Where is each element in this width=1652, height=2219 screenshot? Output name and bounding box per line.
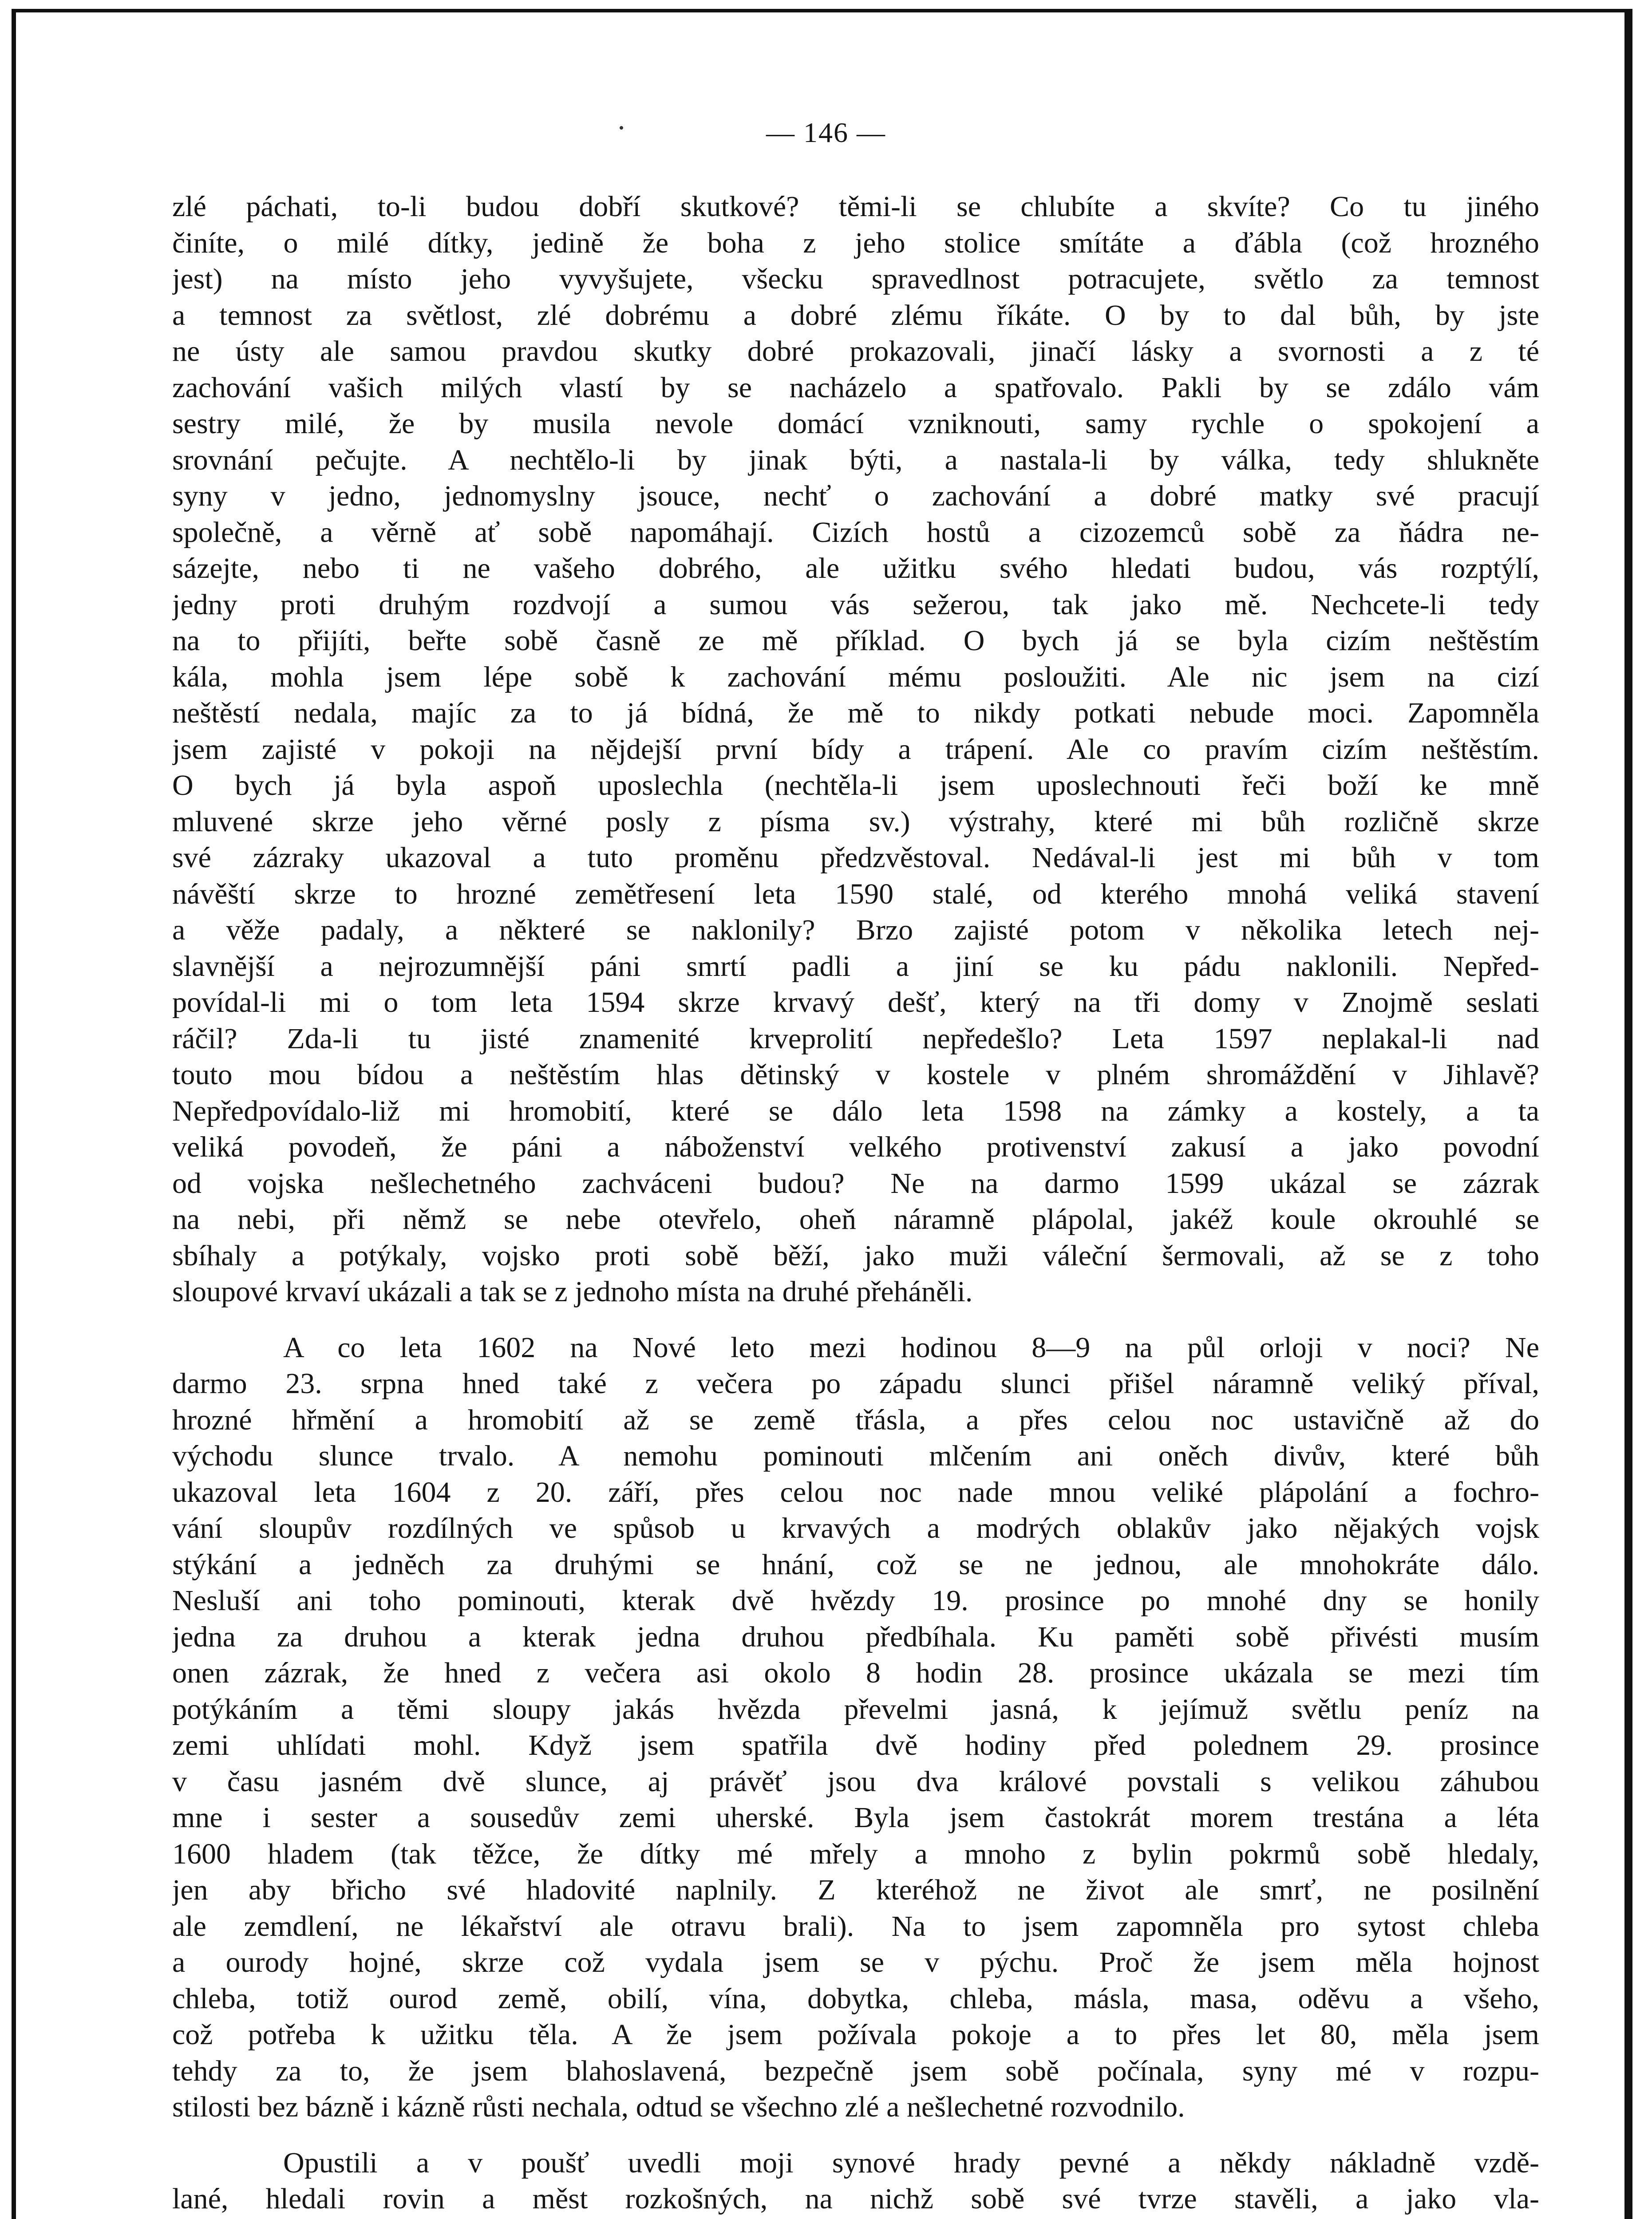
text-line: 1600 hladem (tak těžce, že dítky mé mřely a mnoho z bylin pokrmů sobě hledaly, <box>172 1837 1539 1870</box>
text-line: společně, a věrně ať sobě napomáhají. Cizích hostů a cizozemců sobě za ňádra ne- <box>172 516 1539 549</box>
text-line: neštěstí nedala, majíc za to já bídná, že mě to nikdy potkati nebude moci. Zapomněla <box>172 697 1539 729</box>
text-line: a ourody hojné, skrze což vydala jsem se v pýchu. Proč že jsem měla hojnost <box>172 1946 1539 1978</box>
text-line: mne i sester a sousedův zemi uherské. Byla jsem častokrát morem trestána a léta <box>172 1801 1539 1834</box>
text-line: jedny proti druhým rozdvojí a sumou vás sežerou, tak jako mě. Nechcete-li tedy <box>172 588 1539 621</box>
text-line: Opustili a v poušť uvedli moji synové hrady pevné a někdy nákladně vzdě- <box>283 2146 1539 2179</box>
text-line: povídal-li mi o tom leta 1594 skrze krvavý dešť, který na tři domy v Znojmě seslati <box>172 986 1539 1019</box>
text-line: ráčil? Zda-li tu jisté znamenité krveprolití nepředešlo? Leta 1597 neplakal-li nad <box>172 1022 1539 1055</box>
text-line: ukazoval leta 1604 z 20. září, přes celou noc nade mnou veliké plápolání a fochro- <box>172 1476 1539 1508</box>
text-line: sloupové krvaví ukázali a tak se z jednoho místa na druhé přeháněli. <box>172 1275 973 1308</box>
text-line: potýkáním a těmi sloupy jakás hvězda převelmi jasná, k jejímuž světlu peníz na <box>172 1693 1539 1725</box>
text-line: a temnost za světlost, zlé dobrému a dobré zlému říkáte. O by to dal bůh, by jste <box>172 299 1539 332</box>
text-line: Nepředpovídalo-liž mi hromobití, které se dálo leta 1598 na zámky a kostely, a ta <box>172 1094 1539 1127</box>
text-line: srovnání pečujte. A nechtělo-li by jinak býti, a nastala-li by válka, tedy shlukněte <box>172 443 1539 476</box>
text-line: své zázraky ukazoval a tuto proměnu předzvěstoval. Nedával-li jest mi bůh v tom <box>172 841 1539 874</box>
text-line: vání sloupův rozdílných ve spůsob u krvavých a modrých oblakův jako nějakých vojsk <box>172 1512 1539 1544</box>
text-line: na nebi, při němž se nebe otevřelo, oheň náramně plápolal, jakéž koule okrouhlé se <box>172 1203 1539 1236</box>
paragraph-1 <box>172 189 1539 1310</box>
text-line: touto mou bídou a neštěstím hlas dětinský v kostele v plném shromáždění v Jihlavě? <box>172 1058 1539 1091</box>
text-line: syny v jedno, jednomyslny jsouce, nechť o zachování a dobré matky své pracují <box>172 480 1539 512</box>
text-line: návěští skrze to hrozné zemětřesení leta 1590 stalé, od kterého mnohá veliká stavení <box>172 877 1539 910</box>
text-line: od vojska nešlechetného zachváceni budou? Ne na darmo 1599 ukázal se zázrak <box>172 1167 1539 1200</box>
text-line: jedna za druhou a kterak jedna druhou předbíhala. Ku paměti sobě přivésti musím <box>172 1620 1539 1653</box>
paragraph-2 <box>172 1330 1539 2125</box>
text-line: mluvené skrze jeho věrné posly z písma sv.) výstrahy, které mi bůh rozličně skrze <box>172 805 1539 838</box>
text-line: sbíhaly a potýkaly, vojsko proti sobě běží, jako muži váleční šermovali, až se z toho <box>172 1239 1539 1272</box>
text-line: ale zemdlení, ne lékařství ale otravu brali). Na to jsem zapomněla pro sytost chleba <box>172 1910 1539 1943</box>
text-line: hrozné hřmění a hromobití až se země třásla, a přes celou noc ustavičně až do <box>172 1403 1539 1436</box>
text-line: jen aby břicho své hladovité naplnily. Z kteréhož ne život ale smrť, ne posilnění <box>172 1874 1539 1906</box>
page-number: — 146 — <box>766 117 886 148</box>
text-line: A co leta 1602 na Nové leto mezi hodinou 8—9 na půl orloji v noci? Ne <box>283 1331 1539 1364</box>
text-line: stilosti bez bázně i kázně růsti nechala, odtud se všechno zlé a nešlechetné rozvodnilo. <box>172 2091 1185 2123</box>
text-line: onen zázrak, že hned z večera asi okolo 8 hodin 28. prosince ukázala se mezi tím <box>172 1657 1539 1689</box>
text-line: ne ústy ale samou pravdou skutky dobré prokazovali, jinačí lásky a svornosti a z té <box>172 335 1539 367</box>
text-line: Nesluší ani toho pominouti, kterak dvě hvězdy 19. prosince po mnohé dny se honily <box>172 1584 1539 1617</box>
body-text <box>172 189 1539 2219</box>
text-line: jest) na místo jeho vyvyšujete, všecku spravedlnost potracujete, světlo za temnost <box>172 263 1539 295</box>
text-line: slavnější a nejrozumnější páni smrtí padli a jiní se ku pádu naklonili. Nepřed- <box>172 950 1539 983</box>
text-line: na to přijíti, beřte sobě časně ze mě příklad. O bych já se byla cizím neštěstím <box>172 624 1539 657</box>
text-line: kála, mohla jsem lépe sobě k zachování mému posloužiti. Ale nic jsem na cizí <box>172 660 1539 693</box>
text-line: v času jasném dvě slunce, aj právěť jsou dva králové povstali s velikou záhubou <box>172 1765 1539 1798</box>
text-line: činíte, o milé dítky, jedině že boha z jeho stolice smítáte a ďábla (což hrozného <box>172 226 1539 259</box>
text-line: O bych já byla aspoň uposlechla (nechtěla-li jsem uposlechnouti řeči boží ke mně <box>172 769 1539 802</box>
paragraph-3 <box>172 2145 1539 2219</box>
text-line: východu slunce trvalo. A nemohu pominouti mlčením ani oněch divův, které bůh <box>172 1440 1539 1472</box>
text-line: lané, hledali rovin a měst rozkošných, na nichž sobě své tvrze stavěli, a jako vla- <box>172 2183 1539 2215</box>
text-line: zemi uhlídati mohl. Když jsem spatřila dvě hodiny před polednem 29. prosince <box>172 1729 1539 1761</box>
text-line: zlé páchati, to-li budou dobří skutkové? těmi-li se chlubíte a skvíte? Co tu jiného <box>172 190 1539 223</box>
text-line: sestry milé, že by musila nevole domácí vzniknouti, samy rychle o spokojení a <box>172 407 1539 440</box>
text-line: zachování vašich milých vlastí by se nacházelo a spatřovalo. Pakli by se zdálo vám <box>172 371 1539 404</box>
text-line: jsem zajisté v pokoji na nějdejší první bídy a trápení. Ale co pravím cizím neštěstím. <box>172 733 1539 766</box>
text-line: darmo 23. srpna hned také z večera po západu slunci přišel náramně veliký příval, <box>172 1367 1539 1400</box>
text-line: veliká povodeň, že páni a náboženství velkého protivenství zakusí a jako povodní <box>172 1131 1539 1163</box>
text-line: a věže padaly, a některé se naklonily? Brzo zajisté potom v několika letech nej- <box>172 914 1539 946</box>
text-line: stýkání a jedněch za druhými se hnání, což se ne jednou, ale mnohokráte dálo. <box>172 1548 1539 1581</box>
text-line: což potřeba k užitku těla. A že jsem požívala pokoje a to přes let 80, měla jsem <box>172 2018 1539 2051</box>
text-line: tehdy za to, že jsem blahoslavená, bezpečně jsem sobě počínala, syny mé v rozpu- <box>172 2054 1539 2087</box>
text-line: sázejte, nebo ti ne vašeho dobrého, ale užitku svého hledati budou, vás rozptýlí, <box>172 552 1539 584</box>
text-line <box>172 2217 1539 2219</box>
text-line: chleba, totiž ourod země, obilí, vína, dobytka, chleba, másla, masa, oděvu a všeho, <box>172 1982 1539 2015</box>
